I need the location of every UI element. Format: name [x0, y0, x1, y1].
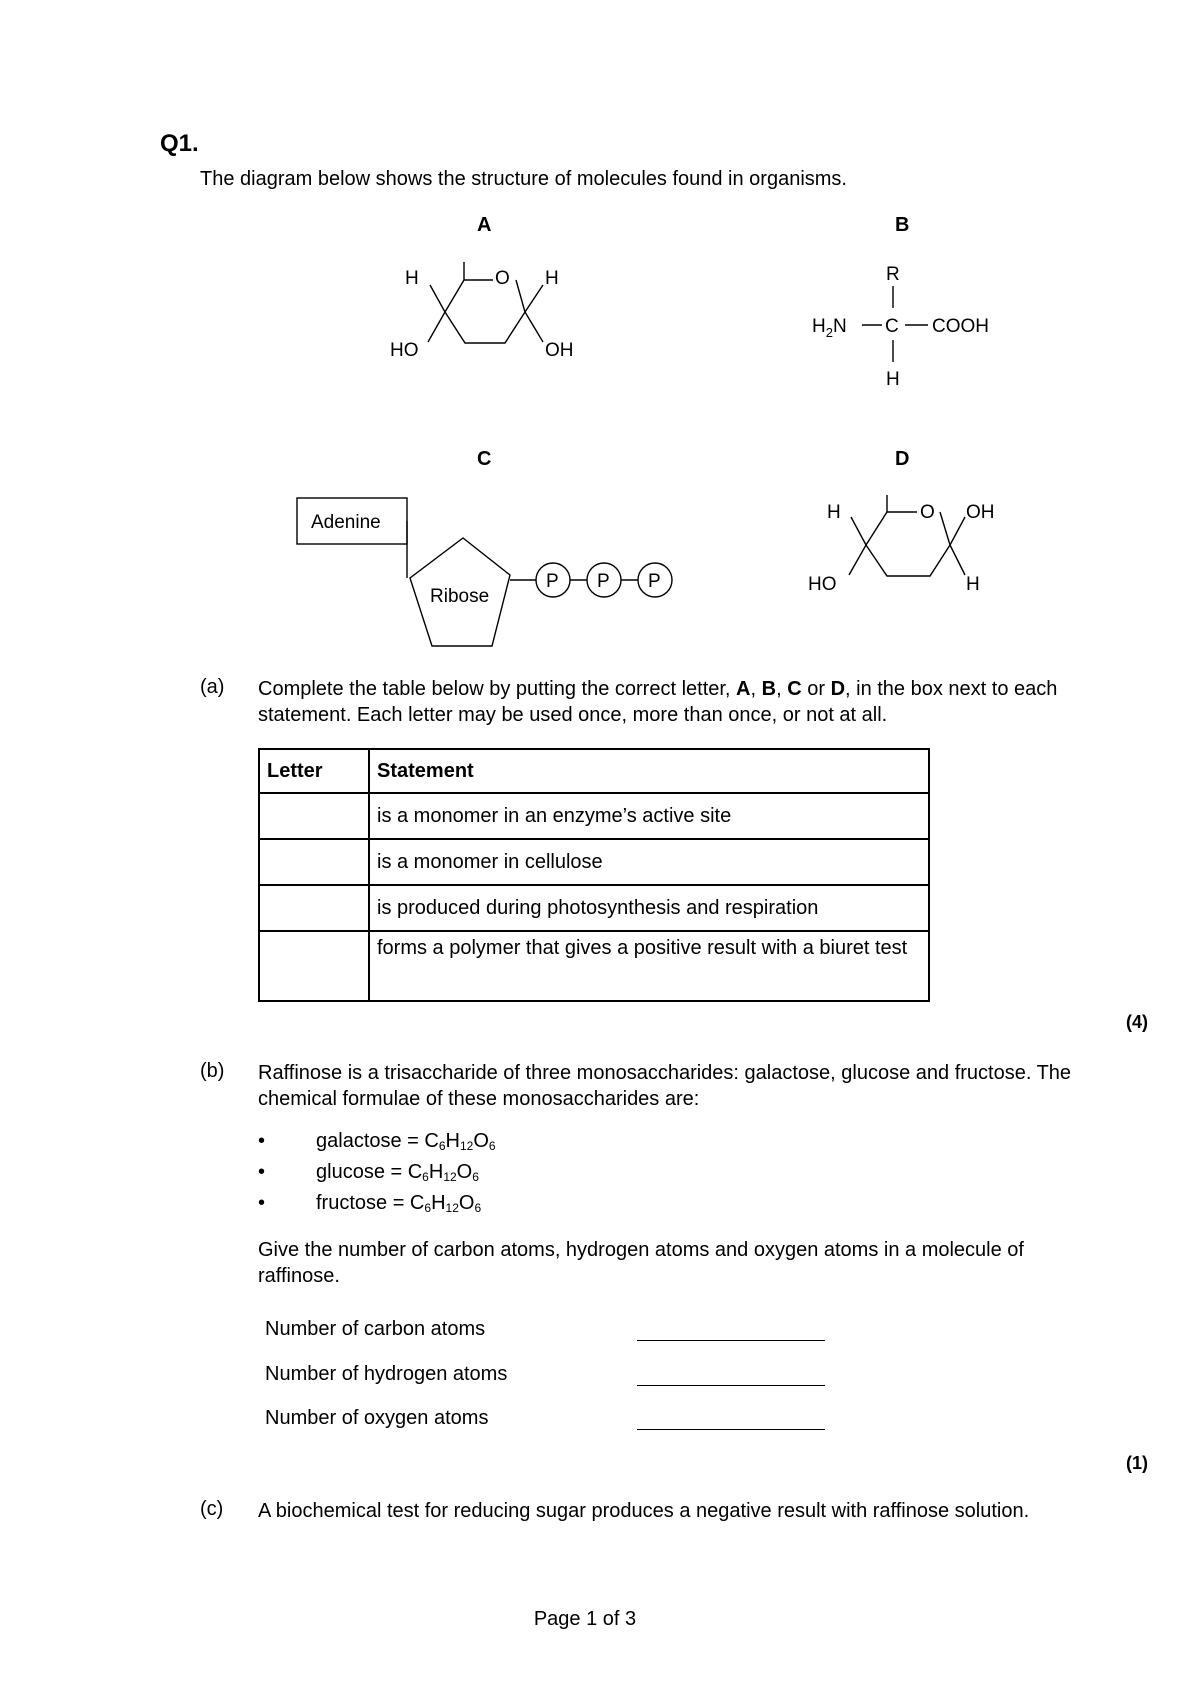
- bullet-mark: •: [258, 1192, 266, 1214]
- list-item: [258, 1159, 496, 1190]
- atom-d-o: O: [920, 502, 935, 523]
- phosphate-2-label: P: [597, 571, 610, 592]
- part-a-marks: (4): [1126, 1012, 1148, 1032]
- table-row: [259, 885, 929, 931]
- atom-b-h2n: $H_2N$: [812, 316, 847, 340]
- phosphate-3-label: P: [648, 571, 661, 592]
- formula-glucose: $glucose = C_6H_{12}O_6$: [316, 1161, 479, 1184]
- bullet-mark: •: [258, 1161, 266, 1183]
- molecule-label-d: D: [895, 448, 910, 470]
- question-intro: The diagram below shows the structure of molecules found in organisms.: [200, 168, 847, 190]
- statement-cell: is a monomer in an enzyme’s active site: [369, 793, 929, 839]
- column-header-letter: Letter: [259, 749, 369, 793]
- phosphate-1-label: P: [546, 571, 559, 592]
- answer-line-oxygen[interactable]: [637, 1407, 825, 1430]
- molecule-label-b: B: [895, 214, 910, 236]
- answer-row-carbon: [265, 1318, 825, 1341]
- statement-cell: is produced during photosynthesis and respiration: [369, 885, 929, 931]
- table-header-row: [259, 749, 929, 793]
- part-a-text: Complete the table below by putting the correct letter, A, B, C or D, in the box next to each statement. Each letter may be used once, more than once, or not at all.: [258, 678, 1058, 726]
- letter-answer-box[interactable]: [259, 885, 369, 931]
- part-b-text: Raffinose is a trisaccharide of three monosaccharides: galactose, glucose and fructose. The chemical formulae of these monosaccharides are:: [258, 1062, 1072, 1110]
- table-row: [259, 931, 929, 1001]
- answer-label-carbon: Number of carbon atoms: [265, 1318, 486, 1340]
- question-number: Q1.: [160, 130, 199, 157]
- molecule-label-a: A: [477, 214, 492, 236]
- atom-d-oh: OH: [966, 502, 995, 523]
- answer-line-hydrogen[interactable]: [637, 1363, 825, 1386]
- part-b-tag: (b): [200, 1060, 225, 1082]
- answer-label-oxygen: Number of oxygen atoms: [265, 1407, 489, 1429]
- answer-row-oxygen: [265, 1407, 825, 1430]
- part-c-tag: (c): [200, 1498, 224, 1520]
- atom-d-h-left: H: [827, 502, 841, 523]
- part-b-instruction: Give the number of carbon atoms, hydrogen atoms and oxygen atoms in a molecule of raffinose.: [258, 1239, 1024, 1287]
- part-c-text: A biochemical test for reducing sugar produces a negative result with raffinose solution.: [258, 1500, 1030, 1522]
- molecule-a: [428, 262, 543, 343]
- table-row: [259, 839, 929, 885]
- statement-table: [258, 748, 930, 1002]
- letter-answer-box[interactable]: [259, 839, 369, 885]
- formula-list: [258, 1128, 496, 1221]
- atom-b-r: R: [886, 264, 900, 285]
- atom-b-h: H: [886, 369, 900, 390]
- formula-galactose: galactose = $C_6H_{12}O_6$: [316, 1130, 496, 1153]
- ribose-label: Ribose: [430, 586, 490, 607]
- statement-cell: is a monomer in cellulose: [369, 839, 929, 885]
- atom-a-oh: OH: [545, 340, 574, 361]
- formula-fructose: fructose = $C_6H_{12}O_6$: [316, 1192, 482, 1215]
- atom-d-h-right: H: [966, 574, 980, 595]
- statement-cell: forms a polymer that gives a positive result with a biuret test: [369, 931, 929, 1001]
- answer-row-hydrogen: [265, 1363, 825, 1386]
- atom-b-cooh: COOH: [932, 316, 989, 337]
- adenine-label: Adenine: [311, 512, 381, 533]
- answer-label-hydrogen: Number of hydrogen atoms: [265, 1363, 508, 1385]
- part-a-tag: (a): [200, 676, 225, 698]
- list-item: [258, 1128, 496, 1159]
- molecule-label-c: C: [477, 448, 492, 470]
- molecule-diagram: [0, 0, 1200, 680]
- atom-a-ho: HO: [390, 340, 419, 361]
- atom-b-c: C: [885, 316, 899, 337]
- column-header-statement: Statement: [369, 749, 929, 793]
- answer-line-carbon[interactable]: [637, 1318, 825, 1341]
- atom-a-h-left: H: [405, 268, 419, 289]
- atom-a-h-right: H: [545, 268, 559, 289]
- page-number: Page 1 of 3: [533, 1608, 637, 1630]
- table-row: [259, 793, 929, 839]
- atom-d-ho: HO: [808, 574, 837, 595]
- list-item: [258, 1190, 496, 1221]
- atom-a-o: O: [495, 268, 510, 289]
- letter-answer-box[interactable]: [259, 793, 369, 839]
- part-b-marks: (1): [1126, 1453, 1148, 1473]
- letter-answer-box[interactable]: [259, 931, 369, 1001]
- molecule-d: [849, 495, 965, 576]
- bullet-mark: •: [258, 1130, 266, 1152]
